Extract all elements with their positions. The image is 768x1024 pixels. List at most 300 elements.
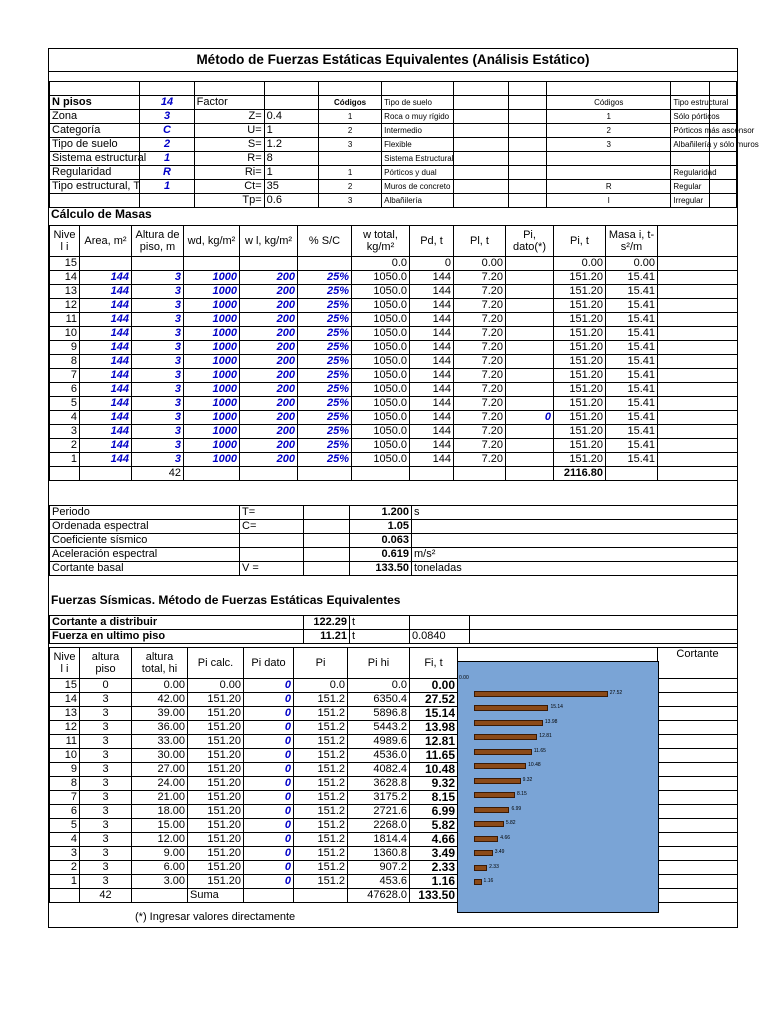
spectral-symbol: T= [240,506,304,520]
altura-total: 21.00 [132,791,188,805]
param-factor-value: 0.6 [264,194,318,208]
area: 144 [80,453,132,467]
wd: 1000 [184,411,240,425]
pd: 144 [410,439,454,453]
empty-cell [454,166,508,180]
masas-row [50,439,738,453]
fi-total: 133.50 [410,889,458,903]
pi: 151.20 [554,271,606,285]
pi-calc: 151.20 [188,875,244,889]
fi: 4.66 [410,833,458,847]
bar-label-4: 4.66 [500,834,511,841]
code-value: 2 [547,124,671,138]
wl: 200 [240,299,298,313]
pi-dato [506,397,554,411]
bar-label-7: 8.15 [517,791,527,797]
bar-label-10: 11.65 [533,747,546,754]
spectral-value: 0.619 [350,548,412,562]
masa: 15.41 [606,341,658,355]
nivel: 9 [50,341,80,355]
empty-cell [658,805,738,819]
fuerzas-header: Pi dato [244,648,294,679]
spectral-row [50,534,738,548]
param-factor-label: Ct= [194,180,264,194]
w-total: 1050.0 [352,439,410,453]
altura-piso: 3 [80,693,132,707]
code-value: 1 [318,110,381,124]
w-total: 1050.0 [352,425,410,439]
cortante-dist-label: Cortante a distribuir [50,616,304,630]
fi: 5.82 [410,819,458,833]
altura: 3 [132,355,184,369]
empty-cell [454,110,508,124]
pl: 7.20 [454,453,506,467]
empty-cell [194,82,264,96]
param-row [50,180,737,194]
altura-total: 18.00 [132,805,188,819]
fi: 0.00 [410,679,458,693]
pi-hi: 1814.4 [348,833,410,847]
masa: 0.00 [606,257,658,271]
nivel: 12 [50,721,80,735]
param-factor-value: 0.4 [264,110,318,124]
param-factor-value: 35 [264,180,318,194]
altura: 3 [132,271,184,285]
wd: 1000 [184,313,240,327]
param-row [50,138,737,152]
masa: 15.41 [606,425,658,439]
empty-cell [658,257,738,271]
sc: 25% [298,383,352,397]
area: 144 [80,425,132,439]
pl: 7.20 [454,369,506,383]
empty-cell [352,467,410,481]
masas-header: Nive l i [50,226,80,257]
altura-piso: 3 [80,861,132,875]
pd: 144 [410,271,454,285]
pi-dato [506,327,554,341]
empty-cell [506,257,554,271]
code-desc: Albañilería [382,194,454,208]
param-label: Sistema estructural [50,152,140,166]
pi: 151.20 [554,453,606,467]
empty-cell [454,152,508,166]
masa: 15.41 [606,285,658,299]
wd: 1000 [184,341,240,355]
pd: 144 [410,285,454,299]
code-desc: Albañilería y sólo muros [671,138,709,152]
empty-cell [184,257,240,271]
masas-row [50,425,738,439]
nivel: 13 [50,285,80,299]
pi-calc: 151.20 [188,819,244,833]
spectral-value: 0.063 [350,534,412,548]
empty-cell [454,467,506,481]
altura-total: 36.00 [132,721,188,735]
altura: 3 [132,411,184,425]
nivel: 1 [50,875,80,889]
sc: 25% [298,299,352,313]
nivel: 4 [50,411,80,425]
fi: 6.99 [410,805,458,819]
wl: 200 [240,285,298,299]
pd: 144 [410,327,454,341]
spectral-unit: s [412,506,738,520]
altura: 3 [132,285,184,299]
empty-cell [606,467,658,481]
pi: 151.20 [554,411,606,425]
altura-total: 27.00 [132,763,188,777]
empty-cell [658,313,738,327]
empty-cell [658,355,738,369]
pi-calc: 0.00 [188,679,244,693]
altura-piso: 3 [80,805,132,819]
code-desc: Pórticos más ascensor [671,124,709,138]
pi: 151.2 [294,749,348,763]
code-desc: Roca o muy rígido [382,110,454,124]
empty-cell [184,467,240,481]
empty-cell [454,96,508,110]
sc: 25% [298,369,352,383]
pi-dato: 0 [244,847,294,861]
altura-total: 9.00 [132,847,188,861]
bar-level-4 [474,836,498,842]
spectral-symbol [240,548,304,562]
spectral-label: Aceleración espectral [50,548,240,562]
pl: 7.20 [454,341,506,355]
param-label: Categoría [50,124,140,138]
fuerza-ultimo-extra: 0.0840 [410,630,470,644]
empty-cell [658,861,738,875]
pi-dato: 0 [244,875,294,889]
pi-hi: 4989.6 [348,735,410,749]
wd: 1000 [184,299,240,313]
altura-total: 3.00 [132,875,188,889]
nivel: 14 [50,271,80,285]
pi: 151.2 [294,833,348,847]
empty-cell [454,138,508,152]
bar-level-2 [474,865,487,871]
pi-dato [506,383,554,397]
masas-row [50,453,738,467]
spectral-row [50,562,738,576]
pi-dato: 0 [244,735,294,749]
bar-level-3 [474,850,493,856]
masas-row [50,411,738,425]
param-value: 3 [140,110,194,124]
masa: 15.41 [606,453,658,467]
sheet-title: Método de Fuerzas Estáticas Equivalentes (Análisis Estático) [49,49,737,72]
fuerzas-header: Pi [294,648,348,679]
fuerza-ultimo-label: Fuerza en ultimo piso [50,630,304,644]
fuerzas-header: Cortante [658,648,738,679]
area: 144 [80,369,132,383]
altura-piso: 3 [80,707,132,721]
param-value [140,194,194,208]
nivel: 7 [50,369,80,383]
bar-label-11: 12.81 [539,733,552,739]
nivel: 6 [50,805,80,819]
empty-cell [658,226,738,257]
pi: 151.2 [294,819,348,833]
pi-hi: 6350.4 [348,693,410,707]
pi-hi: 4536.0 [348,749,410,763]
pi-dato: 0 [506,411,554,425]
pi-hi: 2268.0 [348,819,410,833]
sc: 25% [298,327,352,341]
masas-table [49,225,738,481]
bar-level-11 [474,734,537,740]
wd: 1000 [184,439,240,453]
param-label: Tipo estructural, T [50,180,140,194]
masas-row [50,271,738,285]
empty-cell [80,257,132,271]
w-total: 1050.0 [352,355,410,369]
code-value: 2 [318,124,381,138]
pi-dato: 0 [244,749,294,763]
fi: 11.65 [410,749,458,763]
spectral-label: Ordenada espectral [50,520,240,534]
pl: 7.20 [454,397,506,411]
masas-header: % S/C [298,226,352,257]
spectral-symbol [240,534,304,548]
spectral-table [49,505,738,576]
bar-label-9: 10.48 [528,762,541,768]
wd: 1000 [184,271,240,285]
empty-cell [658,679,738,693]
wl: 200 [240,411,298,425]
w-total: 1050.0 [352,453,410,467]
wl: 200 [240,341,298,355]
pi: 151.2 [294,707,348,721]
pi: 0.0 [294,679,348,693]
area: 144 [80,313,132,327]
fuerzas-header: Fi, t [410,648,458,679]
pi-calc: 151.20 [188,735,244,749]
altura-piso: 0 [80,679,132,693]
nivel: 2 [50,861,80,875]
empty-cell [508,82,546,96]
pd: 144 [410,369,454,383]
w-total: 1050.0 [352,341,410,355]
w-total: 0.0 [352,257,410,271]
nivel: 10 [50,327,80,341]
pl: 7.20 [454,271,506,285]
altura-piso: 3 [80,847,132,861]
wl: 200 [240,313,298,327]
code-desc: Sólo pórticos [671,110,709,124]
code-value: R [547,180,671,194]
bar-label-13: 15.14 [550,704,563,710]
altura-total: 33.00 [132,735,188,749]
masas-row [50,341,738,355]
bar-level-14 [474,691,608,697]
empty-cell [658,833,738,847]
pi-dato [506,271,554,285]
param-factor-value [264,96,318,110]
pd: 144 [410,355,454,369]
nivel: 14 [50,693,80,707]
pi-dato: 0 [244,861,294,875]
codes-header: Tipo estructural [671,96,709,110]
altura-total: 15.00 [132,819,188,833]
wl: 200 [240,425,298,439]
empty-cell [454,180,508,194]
altura-total: 39.00 [132,707,188,721]
fi: 8.15 [410,791,458,805]
param-factor-value: 1.2 [264,138,318,152]
empty-cell [658,397,738,411]
area: 144 [80,327,132,341]
pi-calc: 151.20 [188,805,244,819]
param-row [50,96,737,110]
w-total: 1050.0 [352,369,410,383]
masas-row [50,299,738,313]
pi-calc: 151.20 [188,749,244,763]
empty-cell [508,152,546,166]
empty-cell [50,889,80,903]
empty-cell [244,889,294,903]
pi-hi: 907.2 [348,861,410,875]
fi: 10.48 [410,763,458,777]
altura: 3 [132,425,184,439]
sc: 25% [298,341,352,355]
pi-dato: 0 [244,721,294,735]
pi-dato: 0 [244,693,294,707]
bar-level-6 [474,807,509,813]
param-row [50,194,737,208]
empty-cell [658,819,738,833]
pi-dato: 0 [244,707,294,721]
bar-label-5: 5.82 [505,820,516,826]
masas-header: Altura de piso, m [132,226,184,257]
wd: 1000 [184,453,240,467]
code-value: 3 [547,138,671,152]
spectral-label: Coeficiente sísmico [50,534,240,548]
bar-level-12 [474,720,543,726]
param-factor-value: 1 [264,166,318,180]
code-value: 1 [547,110,671,124]
pl: 7.20 [454,285,506,299]
pi: 151.2 [294,791,348,805]
w-total: 1050.0 [352,271,410,285]
altura-total: 24.00 [132,777,188,791]
pi: 151.20 [554,327,606,341]
empty-cell [709,194,736,208]
fuerzas-header: altura piso [80,648,132,679]
empty-cell [658,285,738,299]
pi: 151.2 [294,763,348,777]
fuerzas-title: Fuerzas Sísmicas. Método de Fuerzas Estáticas Equivalentes [51,593,401,607]
masas-header: Pi, dato(*) [506,226,554,257]
nivel: 5 [50,819,80,833]
footnote: (*) Ingresar valores directamente [135,911,296,923]
masas-row [50,355,738,369]
masas-header: Pd, t [410,226,454,257]
masas-row [50,383,738,397]
spectral-symbol: C= [240,520,304,534]
code-desc: Regularidad [671,166,709,180]
pi-hi: 3175.2 [348,791,410,805]
wl: 200 [240,397,298,411]
pd: 144 [410,453,454,467]
empty-cell [658,777,738,791]
pd: 144 [410,383,454,397]
empty-cell [658,411,738,425]
sc: 25% [298,439,352,453]
codes-header: Códigos [318,96,381,110]
sc: 25% [298,355,352,369]
pi: 151.20 [554,397,606,411]
w-total: 1050.0 [352,285,410,299]
masa: 15.41 [606,299,658,313]
param-value: 1 [140,152,194,166]
w-total: 1050.0 [352,411,410,425]
param-label: N pisos [50,96,140,110]
pi-dato [506,439,554,453]
w-total: 1050.0 [352,299,410,313]
pi: 151.2 [294,805,348,819]
pl: 7.20 [454,383,506,397]
masa: 15.41 [606,383,658,397]
sc: 25% [298,313,352,327]
param-label [50,194,140,208]
pi-calc: 151.20 [188,777,244,791]
param-label: Tipo de suelo [50,138,140,152]
fuerza-ultimo-unit: t [350,630,410,644]
nivel: 8 [50,777,80,791]
empty-cell [658,721,738,735]
pi-hi: 0.0 [348,679,410,693]
bar-label-3: 3.49 [494,849,505,855]
pi-hi: 5443.2 [348,721,410,735]
empty-cell [658,693,738,707]
area: 144 [80,355,132,369]
nivel: 13 [50,707,80,721]
altura-piso: 3 [80,763,132,777]
altura-piso: 3 [80,735,132,749]
code-desc: Pórticos y dual [382,166,454,180]
wl: 200 [240,453,298,467]
altura: 3 [132,313,184,327]
nivel: 11 [50,735,80,749]
altura: 3 [132,327,184,341]
masas-header: wd, kg/m² [184,226,240,257]
empty-cell [709,180,736,194]
param-factor-label: Z= [194,110,264,124]
empty-cell [658,763,738,777]
pi: 151.2 [294,735,348,749]
altura-total: 0.00 [132,679,188,693]
empty-cell [709,152,736,166]
altura: 3 [132,341,184,355]
nivel: 3 [50,425,80,439]
masas-row [50,257,738,271]
area: 144 [80,397,132,411]
pi-dato [506,299,554,313]
altura-total: 42 [132,467,184,481]
sc: 25% [298,453,352,467]
empty-cell [658,327,738,341]
empty-cell [264,82,318,96]
masa: 15.41 [606,439,658,453]
empty-cell [410,467,454,481]
w-total: 1050.0 [352,383,410,397]
spectral-row [50,548,738,562]
masas-header: Area, m² [80,226,132,257]
code-desc: Regular [671,180,709,194]
pl: 0.00 [454,257,506,271]
